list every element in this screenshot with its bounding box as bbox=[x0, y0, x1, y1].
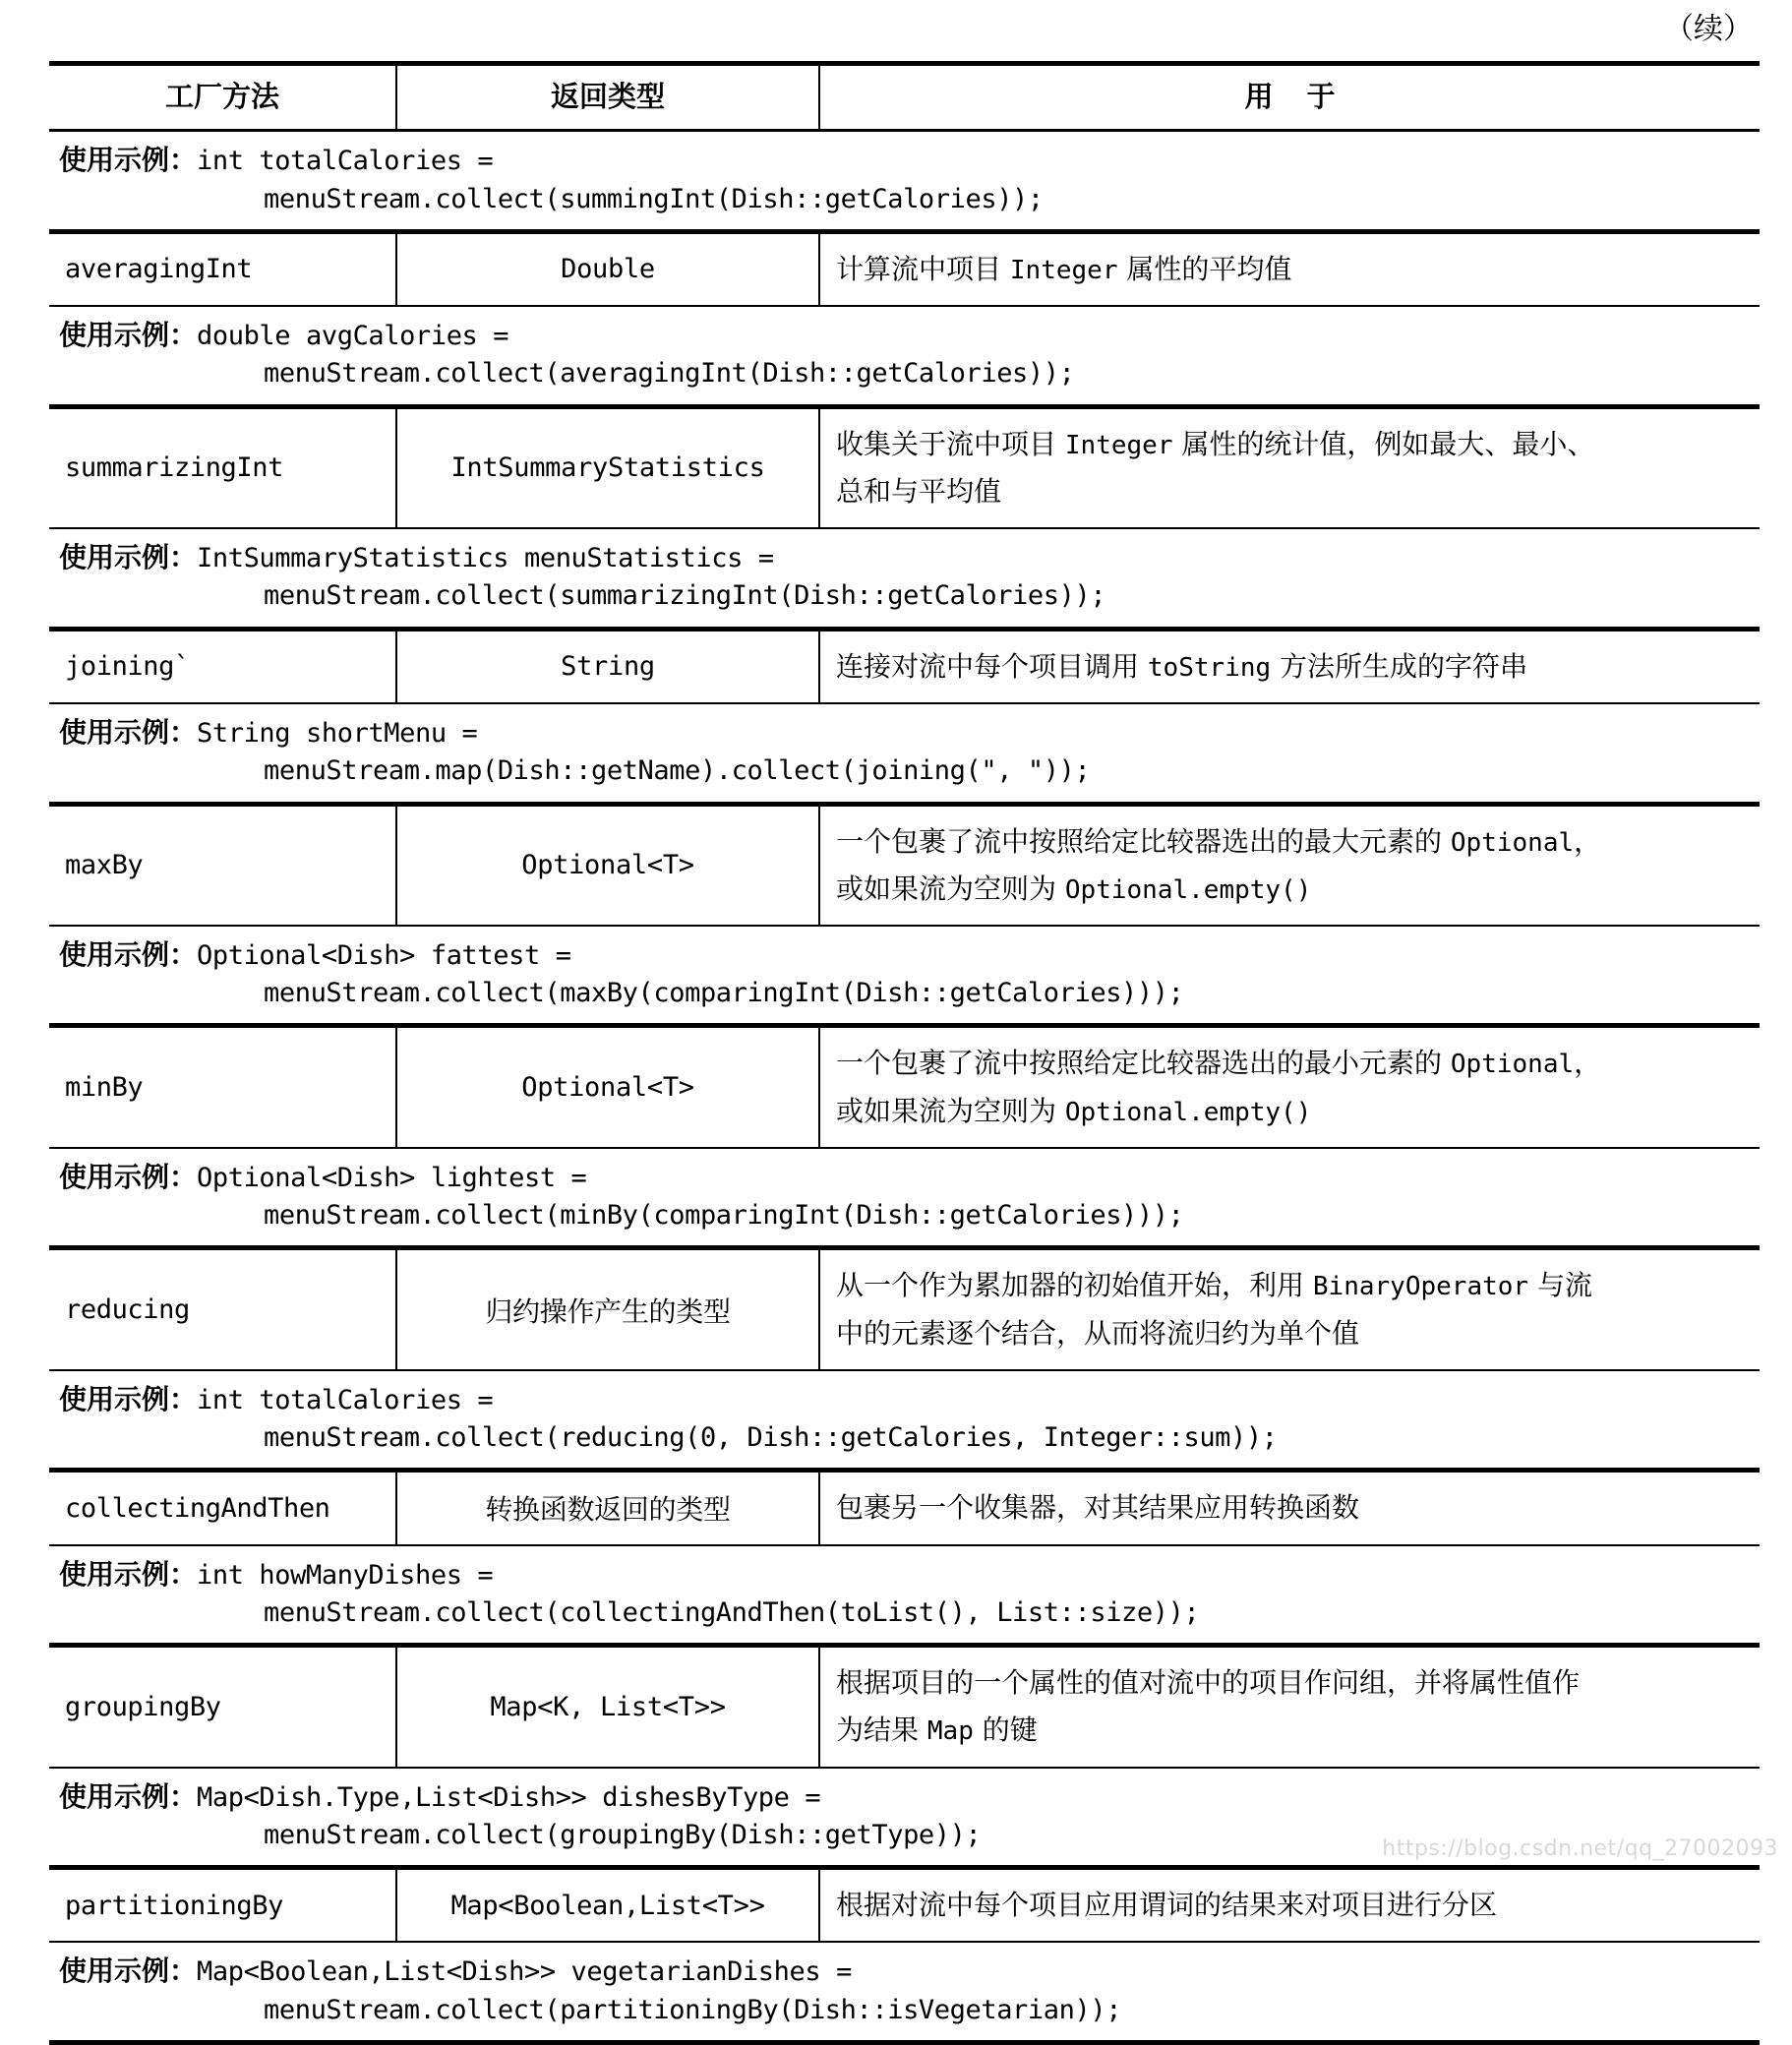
usage-example-code-line-1: int howManyDishes = bbox=[197, 1559, 494, 1591]
usage-example-code-line-1: Optional<Dish> fattest = bbox=[197, 939, 571, 971]
inline-code: BinaryOperator bbox=[1312, 1272, 1529, 1302]
inline-text: 或如果流为空则为 bbox=[836, 1094, 1065, 1127]
description-line bbox=[836, 1262, 1748, 1309]
cell-return-type: Optional<T> bbox=[396, 1026, 819, 1148]
usage-example-code-line-1: int totalCalories = bbox=[197, 146, 494, 177]
usage-example-label: 使用示例： bbox=[59, 1557, 198, 1591]
inline-code: Integer bbox=[1064, 430, 1173, 460]
cell-factory-method: reducing bbox=[49, 1248, 396, 1370]
usage-example-cell bbox=[49, 1545, 1760, 1646]
table-head bbox=[49, 64, 1760, 131]
usage-example-code-line-1: Map<Boolean,List<Dish>> vegetarianDishes = bbox=[197, 1956, 852, 1988]
usage-example-line-1 bbox=[59, 1777, 1760, 1817]
usage-example-cell bbox=[49, 306, 1760, 406]
cell-factory-method: summarizingInt bbox=[49, 406, 396, 528]
inline-code: Optional.empty() bbox=[1064, 1097, 1312, 1127]
usage-example-cell bbox=[49, 1148, 1760, 1248]
table-row-usage-example bbox=[49, 306, 1760, 406]
description-line bbox=[836, 643, 1748, 691]
usage-example-line-1 bbox=[59, 141, 1760, 180]
inline-text: 根据对流中每个项目应用谓词的结果来对项目进行分区 bbox=[836, 1889, 1498, 1922]
description-line bbox=[836, 818, 1748, 866]
cell-factory-method: averagingInt bbox=[49, 231, 396, 306]
usage-example-line-1 bbox=[59, 1555, 1760, 1594]
inline-text: 收集关于流中项目 bbox=[836, 427, 1065, 460]
table-row-usage-example bbox=[49, 703, 1760, 804]
inline-text: 属性的统计值，例如最大、最小、 bbox=[1172, 427, 1595, 460]
inline-text: 根据项目的一个属性的值对流中的项目作问组，并将属性值作 bbox=[836, 1666, 1581, 1700]
usage-example-label: 使用示例： bbox=[59, 319, 198, 352]
description-line bbox=[836, 468, 1748, 515]
inline-text: 方法所生成的字符串 bbox=[1271, 649, 1528, 683]
inline-text: 或如果流为空则为 bbox=[836, 872, 1065, 905]
usage-example-code-line-2: menuStream.collect(reducing(0, Dish::getCalories, Integer::sum)); bbox=[264, 1422, 1278, 1454]
column-header-return-type: 返回类型 bbox=[396, 64, 819, 131]
collectors-table-wrapper bbox=[49, 61, 1760, 2045]
table-row-collector-spec bbox=[49, 231, 1760, 306]
inline-text: ， bbox=[1574, 824, 1602, 858]
collectors-table bbox=[49, 61, 1760, 2045]
usage-example-code-line-2: menuStream.collect(averagingInt(Dish::getCalories)); bbox=[264, 358, 1075, 390]
table-row-collector-spec bbox=[49, 629, 1760, 703]
inline-code: Map bbox=[926, 1716, 974, 1747]
description-line bbox=[836, 866, 1748, 913]
cell-return-type: Double bbox=[396, 231, 819, 306]
usage-example-line-1 bbox=[59, 935, 1760, 975]
usage-example-code-line-2: menuStream.collect(minBy(comparingInt(Dish::getCalories))); bbox=[264, 1200, 1184, 1232]
cell-factory-method: minBy bbox=[49, 1026, 396, 1148]
table-row-collector-spec bbox=[49, 406, 1760, 528]
table-header-row bbox=[49, 64, 1760, 131]
table-row-collector-spec bbox=[49, 1646, 1760, 1768]
usage-example-cell bbox=[49, 703, 1760, 804]
description-line bbox=[836, 246, 1748, 293]
description-line bbox=[836, 1484, 1748, 1532]
watermark-text: https://blog.csdn.net/qq_27002093 bbox=[1382, 1836, 1778, 1861]
table-row-collector-spec bbox=[49, 1868, 1760, 1943]
table-row-collector-spec bbox=[49, 1026, 1760, 1148]
usage-example-code-line-2: menuStream.collect(partitioningBy(Dish::isVegetarian)); bbox=[264, 1994, 1122, 2025]
usage-example-code-line-1: int totalCalories = bbox=[197, 1384, 494, 1415]
description-line bbox=[836, 421, 1748, 468]
usage-example-line-1 bbox=[59, 713, 1760, 752]
cell-description bbox=[819, 406, 1760, 528]
cell-return-type: String bbox=[396, 629, 819, 703]
usage-example-cell bbox=[49, 131, 1760, 232]
cell-description bbox=[819, 1471, 1760, 1545]
inline-text: 与流 bbox=[1528, 1269, 1592, 1302]
usage-example-label: 使用示例： bbox=[59, 937, 198, 971]
cell-factory-method: joining` bbox=[49, 629, 396, 703]
cell-description bbox=[819, 629, 1760, 703]
inline-text: 总和与平均值 bbox=[836, 474, 1002, 508]
usage-example-label: 使用示例： bbox=[59, 1779, 198, 1813]
inline-text: 一个包裹了流中按照给定比较器选出的最小元素的 bbox=[836, 1047, 1451, 1080]
table-row-collector-spec bbox=[49, 804, 1760, 926]
usage-example-code-line-1: String shortMenu = bbox=[197, 717, 478, 749]
usage-example-code-line-1: double avgCalories = bbox=[197, 321, 509, 352]
cell-description bbox=[819, 804, 1760, 926]
table-row-usage-example bbox=[49, 1545, 1760, 1646]
usage-example-code-line-1: Map<Dish.Type,List<Dish>> dishesByType = bbox=[197, 1781, 821, 1813]
description-line bbox=[836, 1040, 1748, 1087]
cell-description bbox=[819, 1248, 1760, 1370]
column-header-used-for bbox=[819, 64, 1760, 131]
inline-code: Optional bbox=[1450, 827, 1575, 858]
inline-text: 一个包裹了流中按照给定比较器选出的最大元素的 bbox=[836, 824, 1451, 858]
cell-factory-method: collectingAndThen bbox=[49, 1471, 396, 1545]
inline-code: toString bbox=[1147, 652, 1272, 683]
cell-description bbox=[819, 1646, 1760, 1768]
description-line bbox=[836, 1882, 1748, 1929]
usage-example-cell bbox=[49, 1942, 1760, 2042]
usage-example-code-line-2: menuStream.collect(summingInt(Dish::getCalories)); bbox=[264, 183, 1044, 214]
usage-example-label: 使用示例： bbox=[59, 144, 198, 177]
inline-code: Optional bbox=[1450, 1050, 1575, 1080]
cell-return-type: 转换函数返回的类型 bbox=[396, 1471, 819, 1545]
cell-return-type: Map<K, List<T>> bbox=[396, 1646, 819, 1768]
usage-example-label: 使用示例： bbox=[59, 541, 198, 574]
column-header-used-for-part1: 用 bbox=[1244, 80, 1274, 113]
inline-text: 为结果 bbox=[836, 1714, 927, 1747]
usage-example-cell bbox=[49, 926, 1760, 1026]
cell-return-type: 归约操作产生的类型 bbox=[396, 1248, 819, 1370]
table-row-collector-spec bbox=[49, 1248, 1760, 1370]
column-header-used-for-part2: 于 bbox=[1306, 80, 1336, 113]
usage-example-code-line-1: Optional<Dish> lightest = bbox=[197, 1162, 587, 1193]
usage-example-line-1 bbox=[59, 1952, 1760, 1991]
usage-example-code-line-2: menuStream.map(Dish::getName).collect(joining(", ")); bbox=[264, 755, 1091, 787]
usage-example-code-line-2: menuStream.collect(groupingBy(Dish::getType)); bbox=[264, 1819, 982, 1850]
table-row-usage-example bbox=[49, 528, 1760, 629]
description-line bbox=[836, 1310, 1748, 1357]
inline-text: ， bbox=[1574, 1047, 1602, 1080]
usage-example-label: 使用示例： bbox=[59, 1382, 198, 1415]
cell-return-type: Map<Boolean,List<T>> bbox=[396, 1868, 819, 1943]
inline-text: 计算流中项目 bbox=[836, 252, 1010, 285]
inline-text: 从一个作为累加器的初始值开始，利用 bbox=[836, 1269, 1313, 1302]
description-line bbox=[836, 1659, 1748, 1707]
table-row-usage-example bbox=[49, 131, 1760, 232]
usage-example-code-line-2: menuStream.collect(summarizingInt(Dish::getCalories)); bbox=[264, 580, 1106, 612]
description-line bbox=[836, 1088, 1748, 1135]
usage-example-label: 使用示例： bbox=[59, 715, 198, 749]
usage-example-cell bbox=[49, 528, 1760, 629]
usage-example-label: 使用示例： bbox=[59, 1955, 198, 1988]
inline-text: 中的元素逐个结合，从而将流归约为单个值 bbox=[836, 1316, 1360, 1350]
inline-text: 的键 bbox=[973, 1714, 1038, 1747]
table-row-usage-example bbox=[49, 1370, 1760, 1471]
cell-factory-method: maxBy bbox=[49, 804, 396, 926]
inline-code: Optional.empty() bbox=[1064, 874, 1312, 905]
table-row-collector-spec bbox=[49, 1471, 1760, 1545]
inline-code: Integer bbox=[1009, 255, 1118, 285]
usage-example-code-line-1: IntSummaryStatistics menuStatistics = bbox=[197, 543, 774, 574]
cell-return-type: Optional<T> bbox=[396, 804, 819, 926]
cell-description bbox=[819, 1026, 1760, 1148]
inline-text: 包裹另一个收集器，对其结果应用转换函数 bbox=[836, 1491, 1360, 1525]
table-row-usage-example bbox=[49, 926, 1760, 1026]
cell-return-type: IntSummaryStatistics bbox=[396, 406, 819, 528]
cell-factory-method: groupingBy bbox=[49, 1646, 396, 1768]
usage-example-line-1 bbox=[59, 1158, 1760, 1197]
usage-example-code-line-2: menuStream.collect(maxBy(comparingInt(Dish::getCalories))); bbox=[264, 978, 1184, 1009]
cell-factory-method: partitioningBy bbox=[49, 1868, 396, 1943]
cell-description bbox=[819, 231, 1760, 306]
description-line bbox=[836, 1707, 1748, 1754]
table-row-usage-example bbox=[49, 1942, 1760, 2042]
inline-text: 连接对流中每个项目调用 bbox=[836, 649, 1148, 683]
usage-example-line-1 bbox=[59, 1380, 1760, 1419]
table-row-usage-example bbox=[49, 1148, 1760, 1248]
usage-example-label: 使用示例： bbox=[59, 1160, 198, 1193]
table-body bbox=[49, 131, 1760, 2043]
cell-description bbox=[819, 1868, 1760, 1943]
column-header-factory-method: 工厂方法 bbox=[49, 64, 396, 131]
usage-example-cell bbox=[49, 1370, 1760, 1471]
usage-example-line-1 bbox=[59, 538, 1760, 577]
inline-text: 属性的平均值 bbox=[1117, 252, 1292, 285]
usage-example-line-1 bbox=[59, 316, 1760, 355]
usage-example-code-line-2: menuStream.collect(collectingAndThen(toList(), List::size)); bbox=[264, 1596, 1200, 1628]
continued-marker: （续） bbox=[1664, 12, 1753, 46]
